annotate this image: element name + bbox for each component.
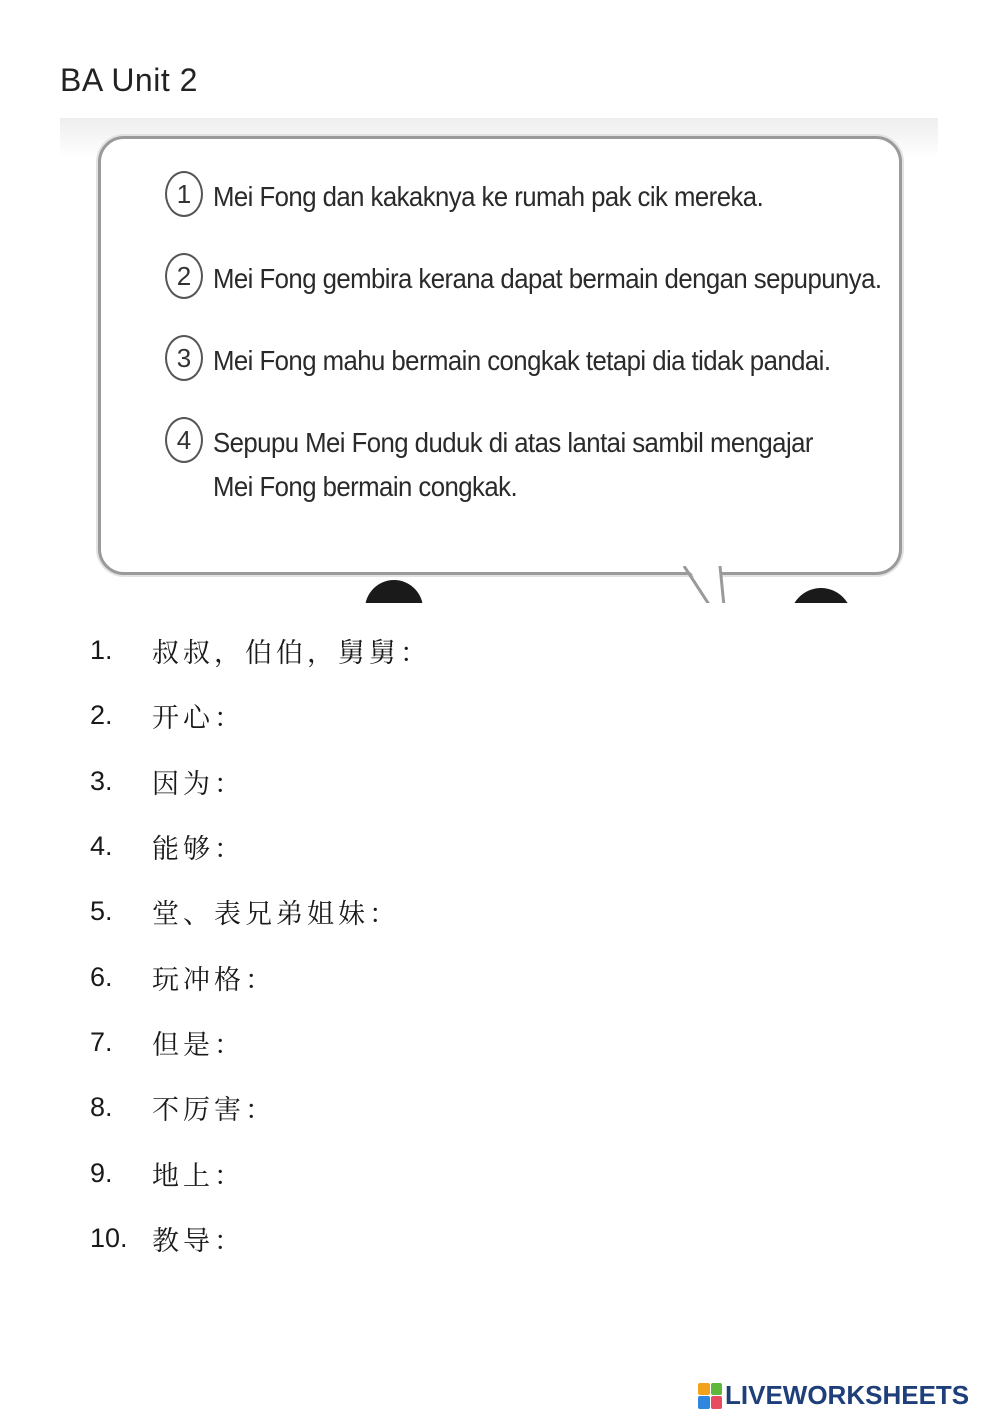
sentence-number-badge: 2: [165, 253, 203, 299]
brand-watermark: [698, 1380, 969, 1411]
vocabulary-item: [90, 749, 431, 814]
passage-sentence-3: [165, 339, 884, 383]
vocabulary-number: 3.: [90, 765, 113, 796]
vocabulary-item: [90, 683, 431, 748]
speech-bubble: [98, 136, 902, 575]
sentence-text: Mei Fong dan kakaknya ke rumah pak cik mereka.: [213, 181, 764, 212]
vocabulary-item: [90, 944, 431, 1009]
vocabulary-number: 2.: [90, 700, 113, 731]
vocabulary-item: [90, 1206, 431, 1271]
vocabulary-word: 教导：: [152, 1225, 245, 1257]
logo-square-1: [698, 1383, 710, 1396]
passage-sentence-1: [165, 175, 811, 219]
vocabulary-number: 5.: [90, 896, 113, 927]
sentence-text: Mei Fong mahu bermain congkak tetapi dia tidak pandai.: [213, 345, 831, 376]
logo-square-2: [711, 1383, 723, 1396]
vocabulary-item: [90, 1075, 431, 1140]
vocabulary-word: 能够：: [152, 834, 245, 866]
vocabulary-word: 叔叔，伯伯，舅舅：: [152, 638, 431, 670]
vocabulary-number: 4.: [90, 831, 113, 862]
page-title: BA Unit 2: [60, 62, 198, 98]
character-head-right: [790, 588, 852, 603]
vocabulary-number: 10.: [90, 1222, 128, 1253]
vocabulary-number: 8.: [90, 1092, 113, 1123]
vocabulary-word: 因为：: [152, 768, 245, 800]
vocabulary-number: 9.: [90, 1157, 113, 1188]
sentence-number-badge: 4: [165, 417, 203, 463]
brand-name: LIVEWORKSHEETS: [725, 1380, 970, 1410]
vocabulary-item: [90, 814, 431, 879]
liveworksheets-logo-icon: [698, 1383, 722, 1409]
logo-square-4: [711, 1396, 723, 1409]
vocabulary-word: 不厉害：: [152, 1095, 276, 1127]
bubble-tail-icon: [680, 566, 740, 603]
vocabulary-word: 玩冲格：: [152, 964, 276, 996]
sentence-number-badge: 1: [165, 171, 203, 217]
vocabulary-item: [90, 1140, 431, 1205]
sentence-number-badge: 3: [165, 335, 203, 381]
sentence-text-line-1: Sepupu Mei Fong duduk di atas lantai sambil mengajar: [213, 427, 813, 458]
logo-square-3: [698, 1396, 710, 1409]
character-head-left: [365, 580, 423, 603]
vocabulary-number: 6.: [90, 961, 113, 992]
vocabulary-item: [90, 1010, 431, 1075]
sentence-text: Mei Fong gembira kerana dapat bermain dengan sepupunya.: [213, 263, 882, 294]
vocabulary-item: [90, 618, 431, 683]
passage-sentence-4: [165, 421, 865, 509]
vocabulary-number: 7.: [90, 1026, 113, 1057]
passage-sentence-2: [165, 257, 938, 301]
vocabulary-item: [90, 879, 431, 944]
speech-bubble-figure: [60, 118, 938, 603]
vocabulary-word: 地上：: [152, 1160, 245, 1192]
vocabulary-number: 1.: [90, 635, 113, 666]
vocabulary-word: 堂、表兄弟姐妹：: [152, 899, 400, 931]
sentence-text-line-2: Mei Fong bermain congkak.: [213, 471, 518, 502]
vocabulary-list: [90, 618, 431, 1271]
vocabulary-word: 开心：: [152, 703, 245, 735]
vocabulary-word: 但是：: [152, 1029, 245, 1061]
